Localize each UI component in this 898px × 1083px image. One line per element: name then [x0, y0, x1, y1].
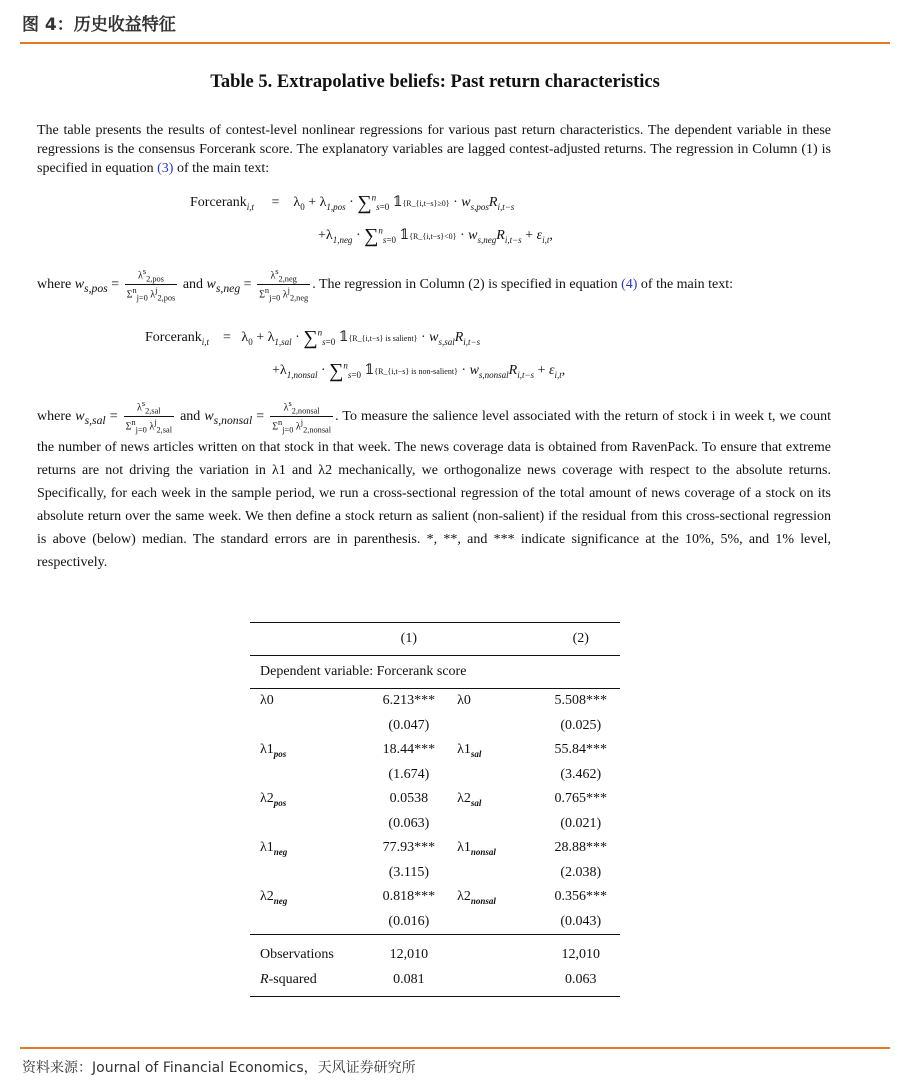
rsquared-r: R — [260, 971, 269, 987]
std-error-col1: (0.063) — [388, 815, 430, 831]
coef-value-col1: 77.93*** — [382, 840, 436, 856]
top-divider — [20, 42, 890, 44]
std-error-col1: (0.047) — [388, 717, 430, 733]
eq-indicator: {R_{i,t−s}≥0} — [402, 199, 450, 208]
coef-value-col2: 0.765*** — [554, 791, 608, 807]
coef-label-col1 — [250, 836, 365, 861]
std-error-col2: (0.021) — [560, 815, 602, 831]
rsquared-col1: 0.081 — [365, 968, 453, 997]
empty-cell — [453, 812, 541, 837]
eq-lhs: Forcerank — [190, 195, 247, 210]
coef-symbol: λ1 — [260, 839, 274, 855]
table-row — [250, 763, 620, 788]
weight-fraction: $\frac{\lambda^s_{2,nonsal}}{\Sigma^n_{j=0} \lambda^j_{2,nonsal}}$ — [272, 399, 332, 435]
weight-fraction: $\frac{\lambda^s_{2,neg}}{\Sigma^n_{j=0} \lambda^j_{2,neg}}$ — [259, 267, 309, 303]
intro-text: of the main text: — [173, 161, 270, 176]
weight-fraction: $\frac{\lambda^s_{2,pos}}{\Sigma^n_{j=0} \lambda^j_{2,pos}}$ — [126, 267, 176, 303]
equation-2-line-2: $+\lambda_{1,nonsal} \cdot \sum^n_{s=0}$ 𝟙{R_{i,t−s} is non-salient} · $w_{s,nonsal}R_{i,t-s} + \varepsilon_{i,t}$, — [272, 360, 566, 382]
table-row — [250, 968, 620, 997]
eq-indicator: {R_{i,t−s} is salient} — [348, 334, 418, 343]
table-header-row — [250, 623, 620, 656]
coef-value-col2: 55.84*** — [554, 742, 608, 758]
equation-2-line-1: Forcerank$_{i,t}$ = $\lambda_0 + \lambda_{1,sal} \cdot \sum^n_{s=0}$ 𝟙{R_{i,t−s} is salient} · $w_{s,sal}R_{i,t-s}$ — [145, 327, 481, 349]
intro-paragraph-2: where $w_{s,pos}$ = $\frac{\lambda^s_{2,pos}}{\Sigma^n_{j=0} \lambda^j_{2,pos}}$ and $w_{s,neg}$ = $\frac{\lambda^s_{2,neg}}{\Sigma^n_{j=0} \lambda^j_{2,neg}}$ . The regression in Column (2) is specified in equation (4) of the main text: — [37, 267, 734, 303]
coef-label-col2 — [453, 836, 541, 861]
intro-text: . To measure the salience level associated with the return of stock i in week t, we count the number of news articles written on that stock in that week. The news coverage data is obtained from RavenPack. To ensure that extreme returns are not driving the variation in λ1 and λ2 mechanically, we orthogonalize news coverage with respect to the absolute returns. Specifically, for each week in the sample period, we run a cross-sectional regression of the total amount of news coverage of a stock on its absolute return over the same week. We then define a stock return as salient (non-salient) if the residual from this cross-sectional regression is above (below) median. The standard errors are in parenthesis. *, **, and *** indicate significance at the 10%, 5%, and 1% level, respectively. — [37, 409, 831, 570]
empty-cell — [250, 714, 365, 739]
observations-col1: 12,010 — [365, 935, 453, 968]
empty-cell — [250, 812, 365, 837]
coef-value-col1: 0.0538 — [389, 791, 429, 807]
intro-text: and — [182, 277, 204, 293]
coef-subscript: nonsal — [470, 895, 496, 906]
std-error-col2: (2.038) — [560, 864, 602, 880]
coef-label-col2 — [453, 787, 541, 812]
std-error-col1: (1.674) — [388, 766, 430, 782]
equation-1-line-2: $+\lambda_{1,neg} \cdot \sum^n_{s=0}$ 𝟙{R_{i,t−s}<0} · $w_{s,neg}R_{i,t-s} + \varepsilon_{i,t}$, — [318, 225, 553, 247]
coef-subscript: nonsal — [470, 846, 496, 857]
intro-paragraph-3: where $w_{s,sal}$ = $\frac{\lambda^s_{2,sal}}{\Sigma^n_{j=0} \lambda^j_{2,sal}}$ and $w_{s,nonsal}$ = $\frac{\lambda^s_{2,nonsal}}{\Sigma^n_{j=0} \lambda^j_{2,nonsal}}$ . To measure the salience level associated with the return of stock i in week t, we count the number of news articles written on that stock in that week. The news coverage data is obtained from RavenPack. To ensure that extreme returns are not driving the variation in λ1 and λ2 mechanically, we orthogonalize news coverage with respect to the absolute returns. Specifically, for each week in the sample period, we run a cross-sectional regression of the total amount of news coverage of a stock on its absolute return over the same week. We then define a stock return as salient (non-salient) if the residual from this cross-sectional regression is above (below) median. The standard errors are in parenthesis. *, **, and *** indicate significance at the 10%, 5%, and 1% level, respectively. — [37, 399, 831, 570]
std-error-col2: (0.043) — [560, 913, 602, 929]
empty-cell — [453, 861, 541, 886]
coef-symbol: λ1 — [457, 741, 471, 757]
coef-symbol: λ2 — [260, 888, 274, 904]
coef-symbol: λ2 — [457, 790, 471, 806]
std-error-col2: (0.025) — [560, 717, 602, 733]
empty-cell — [453, 763, 541, 788]
std-error-col2: (3.462) — [560, 766, 602, 782]
figure-title: 图 4：历史收益特征 — [22, 15, 176, 35]
coef-symbol: λ1 — [457, 839, 471, 855]
coef-value-col1: 0.818*** — [382, 889, 436, 905]
empty-cell — [250, 861, 365, 886]
dependent-variable-row — [250, 656, 620, 689]
intro-text: . The regression in Column (2) is specified in equation — [312, 277, 622, 293]
eq-indicator: {R_{i,t−s}<0} — [409, 232, 457, 241]
table-row — [250, 885, 620, 910]
intro-paragraph-1 — [37, 121, 831, 178]
empty-cell — [250, 763, 365, 788]
coef-subscript: sal — [470, 748, 482, 759]
coef-subscript: neg — [273, 846, 288, 857]
empty-cell — [453, 714, 541, 739]
intro-text: The table presents the results of contest-level nonlinear regressions for various past return characteristics. The dependent variable in these regressions is the consensus Forcerank score. The explanatory variables are lagged contest-adjusted returns. The regression in Column (1) is specified in equation — [37, 123, 831, 176]
coef-subscript: pos — [273, 797, 287, 808]
column-2-header: (2) — [542, 623, 620, 656]
eq-indicator: {R_{i,t−s} is non-salient} — [374, 367, 458, 376]
equation-ref-3[interactable]: (3) — [157, 161, 174, 176]
coef-symbol: λ0 — [260, 692, 274, 708]
table-row — [250, 812, 620, 837]
coef-label-col1 — [250, 689, 365, 714]
table-row — [250, 935, 620, 968]
intro-text: where — [37, 409, 72, 425]
empty-cell — [453, 910, 541, 935]
table-row — [250, 714, 620, 739]
std-error-col1: (0.016) — [388, 913, 430, 929]
coef-label-col1 — [250, 787, 365, 812]
results-table — [250, 622, 620, 997]
weight-fraction: $\frac{\lambda^s_{2,sal}}{\Sigma^n_{j=0} \lambda^j_{2,sal}}$ — [125, 399, 173, 435]
empty-cell — [250, 910, 365, 935]
table-row — [250, 836, 620, 861]
coef-label-col2 — [453, 689, 541, 714]
table-row — [250, 910, 620, 935]
coef-label-col1 — [250, 738, 365, 763]
intro-text: where — [37, 277, 72, 293]
dependent-variable-label: Dependent variable: Forcerank score — [250, 656, 620, 689]
coef-value-col1: 18.44*** — [382, 742, 436, 758]
coef-value-col2: 0.356*** — [554, 889, 608, 905]
equation-1-line-1: Forcerank$_{i,t}$ = $\lambda_0 + \lambda_{1,pos} \cdot \sum^n_{s=0}$ 𝟙{R_{i,t−s}≥0} · $w_{s,pos}R_{i,t-s}$ — [190, 192, 515, 214]
intro-text: and — [180, 409, 201, 425]
intro-text: of the main text: — [637, 277, 734, 293]
column-1-header: (1) — [365, 623, 453, 656]
coef-subscript: sal — [470, 797, 482, 808]
coef-symbol: λ2 — [457, 888, 471, 904]
coef-label-col1 — [250, 885, 365, 910]
table-title: Table 5. Extrapolative beliefs: Past return characteristics — [210, 72, 660, 92]
table-row — [250, 738, 620, 763]
rsquared-label — [250, 968, 365, 997]
coef-symbol: λ0 — [457, 692, 471, 708]
table-row — [250, 861, 620, 886]
coef-label-col2 — [453, 885, 541, 910]
coef-subscript: pos — [273, 748, 287, 759]
coef-symbol: λ2 — [260, 790, 274, 806]
coef-subscript: neg — [273, 895, 288, 906]
bottom-divider — [20, 1047, 890, 1049]
rsquared-col2: 0.063 — [542, 968, 620, 997]
table-row — [250, 689, 620, 714]
coefficient-rows — [250, 689, 620, 935]
coef-value-col2: 28.88*** — [554, 840, 608, 856]
observations-col2: 12,010 — [542, 935, 620, 968]
std-error-col1: (3.115) — [388, 864, 429, 880]
eq-lhs: Forcerank — [145, 330, 202, 345]
equation-ref-4[interactable]: (4) — [621, 277, 638, 293]
coef-value-col2: 5.508*** — [554, 693, 608, 709]
observations-label: Observations — [250, 935, 365, 968]
figure-source: 资料来源：Journal of Financial Economics，天风证券研究所 — [22, 1060, 416, 1076]
coef-value-col1: 6.213*** — [382, 693, 436, 709]
coef-symbol: λ1 — [260, 741, 274, 757]
coef-label-col2 — [453, 738, 541, 763]
table-row — [250, 787, 620, 812]
rsquared-suffix: -squared — [268, 971, 317, 987]
